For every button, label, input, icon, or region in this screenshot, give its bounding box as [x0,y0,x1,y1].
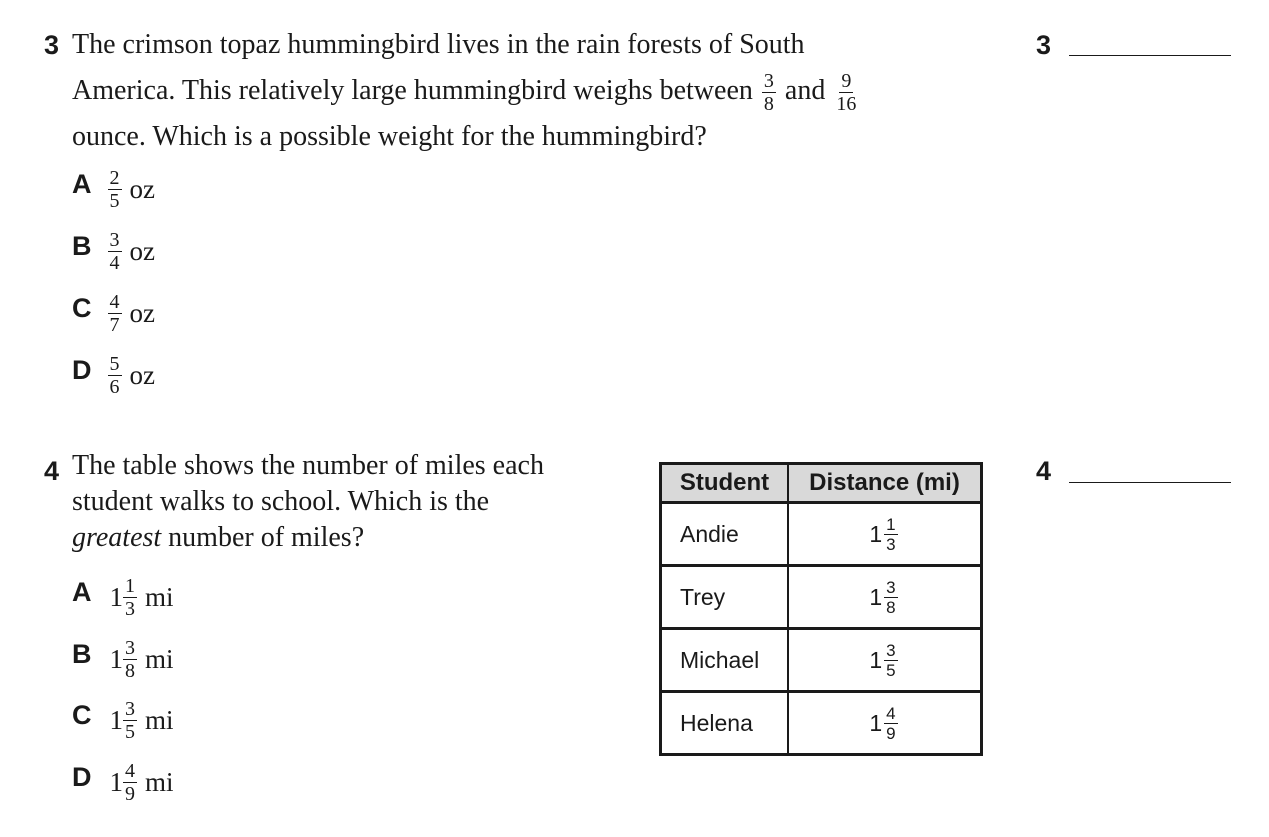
fraction-denominator: 7 [109,314,120,336]
choice-unit: oz [129,298,155,328]
fraction-lower-bound [762,71,776,114]
fraction-numerator: 1 [125,575,135,597]
question-4-line-1: The table shows the number of miles each [72,450,544,481]
question-3-line-3: ounce. Which is a possible weight for the hummingbird? [72,121,707,153]
fraction-denominator: 8 [886,597,896,617]
fraction-numerator: 3 [763,70,774,93]
fraction-numerator: 3 [109,229,120,251]
question-3-line-2 [72,68,860,114]
question-3-number: 3 [44,30,60,60]
student-distance [788,503,982,566]
question-3-text [72,22,860,160]
student-distance [788,566,982,629]
table-row [661,503,982,566]
table-header-row [661,464,982,503]
mixed-number-whole: 1 [109,644,123,674]
choice-unit: mi [145,705,174,735]
student-name: Trey [661,566,789,629]
mixed-number-whole: 1 [869,646,883,673]
question-3-line-1: The crimson topaz hummingbird lives in the rain forests of South [72,29,805,60]
choice-4b[interactable] [72,638,174,681]
choice-3b[interactable] [72,230,155,273]
answer-3-label: 3 [1036,30,1052,60]
choice-fraction [108,354,122,397]
choice-fraction [123,576,137,619]
fraction-numerator: 1 [886,514,896,534]
answer-4-blank[interactable] [1069,482,1231,483]
mixed-number-whole: 1 [869,583,883,610]
question-3-and: and [784,75,826,106]
distance-fraction [884,705,897,742]
choice-4d[interactable] [72,761,174,804]
mixed-number-whole: 1 [109,705,123,735]
choice-letter: B [72,231,92,262]
student-distance [788,692,982,755]
choice-fraction [108,292,122,335]
question-4-line-3 [72,520,544,556]
fraction-denominator: 5 [125,721,135,743]
fraction-numerator: 5 [109,353,120,375]
fraction-denominator: 4 [109,252,120,274]
fraction-numerator: 2 [109,167,120,189]
question-4-text [72,448,544,556]
fraction-denominator: 5 [109,190,120,212]
fraction-numerator: 9 [841,70,852,93]
choice-letter: A [72,577,92,608]
student-name: Andie [661,503,789,566]
choice-3d[interactable] [72,354,155,397]
question-4-line-3-rest: number of miles? [161,522,365,553]
fraction-numerator: 4 [125,760,135,782]
table-row [661,629,982,692]
fraction-denominator: 16 [836,93,857,116]
choice-4c[interactable] [72,699,174,742]
fraction-denominator: 8 [763,93,774,116]
choice-letter: B [72,639,92,670]
distance-table [659,462,983,756]
fraction-denominator: 3 [125,598,135,620]
emphasis-greatest: greatest [72,522,162,553]
fraction-numerator: 3 [886,577,896,597]
choice-letter: D [72,762,92,793]
student-distance [788,629,982,692]
choice-fraction [123,761,137,804]
choice-4a[interactable] [72,576,174,619]
mixed-number-whole: 1 [109,767,123,797]
fraction-numerator: 3 [886,640,896,660]
choice-3c[interactable] [72,292,155,335]
choice-unit: mi [145,767,174,797]
question-4-number: 4 [44,456,60,486]
choice-3a[interactable] [72,168,155,211]
answer-3-blank[interactable] [1069,55,1231,56]
mixed-number-whole: 1 [869,520,883,547]
fraction-upper-bound [834,71,858,114]
student-name: Helena [661,692,789,755]
question-4-line-2: student walks to school. Which is the [72,486,490,517]
distance-fraction [884,642,897,679]
choice-letter: C [72,293,92,324]
fraction-numerator: 4 [886,703,896,723]
fraction-numerator: 4 [109,291,120,313]
choice-fraction [108,168,122,211]
question-3-line-2-text: America. This relatively large hummingbird weighs between [72,75,753,106]
fraction-denominator: 9 [125,783,135,805]
table-row [661,692,982,755]
fraction-denominator: 3 [886,534,896,554]
answer-4-label: 4 [1036,456,1052,486]
fraction-numerator: 3 [125,637,135,659]
choice-fraction [108,230,122,273]
distance-fraction [884,579,897,616]
mixed-number-whole: 1 [869,709,883,736]
mixed-number-whole: 1 [109,582,123,612]
choice-unit: oz [129,174,155,204]
student-name: Michael [661,629,789,692]
choice-fraction [123,638,137,681]
fraction-numerator: 3 [125,698,135,720]
fraction-denominator: 8 [125,660,135,682]
fraction-denominator: 5 [886,660,896,680]
choice-unit: oz [129,360,155,390]
choice-unit: mi [145,644,174,674]
choice-unit: oz [129,236,155,266]
distance-fraction [884,516,897,553]
header-distance: Distance (mi) [788,464,982,503]
table-row [661,566,982,629]
fraction-denominator: 9 [886,723,896,743]
choice-fraction [123,699,137,742]
header-student: Student [661,464,789,503]
choice-letter: A [72,169,92,200]
choice-unit: mi [145,582,174,612]
choice-letter: C [72,700,92,731]
choice-letter: D [72,355,92,386]
fraction-denominator: 6 [109,376,120,398]
